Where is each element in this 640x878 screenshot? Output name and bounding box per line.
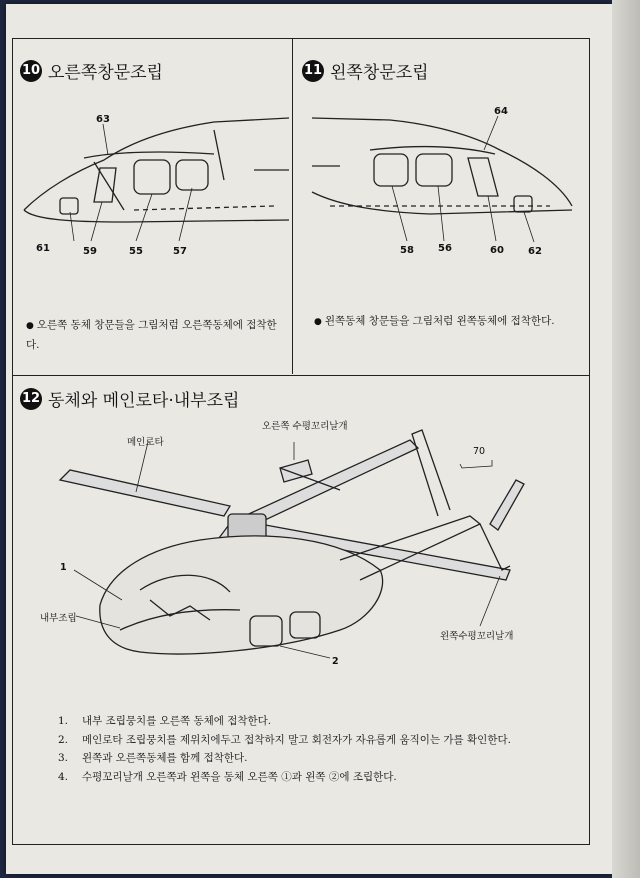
step-number-badge: 12 [20, 388, 42, 410]
part-label: 55 [129, 246, 143, 257]
step-row: 3. 왼쪽과 오른쪽동체를 함께 접착한다. [58, 752, 248, 764]
callout-part-70: 70 [473, 446, 486, 457]
step-row: 4. 수평꼬리날개 오른쪽과 왼쪽을 동체 오른쪽 ①과 왼쪽 ②에 조립한다. [58, 770, 397, 783]
callout-part-1: 1 [60, 562, 67, 573]
part-label: 59 [83, 246, 97, 257]
section-12-title [20, 386, 239, 411]
section-10-title [20, 58, 163, 83]
next-page-edge [612, 0, 640, 878]
part-label: 61 [36, 243, 50, 254]
callout-main-rotor: 메인로타 [127, 437, 164, 448]
callout-interior-assembly: 내부조립 [40, 613, 77, 624]
section-title-text: 오른쪽창문조립 [48, 63, 163, 83]
step-number-badge: 10 [20, 60, 42, 82]
step-number-badge: 11 [302, 60, 324, 82]
part-label: 57 [173, 246, 187, 257]
assembly-steps [58, 712, 568, 786]
part-label: 60 [490, 245, 504, 256]
part-label: 56 [438, 243, 452, 254]
section-11-title [302, 58, 429, 83]
part-label: 62 [528, 246, 542, 257]
part-label: 64 [494, 106, 508, 117]
section-title-text: 동체와 메인로타·내부조립 [48, 391, 240, 411]
callout-left-tail-wing: 왼쪽수평꼬리날개 [440, 631, 514, 642]
section-title-text: 왼쪽창문조립 [330, 63, 429, 83]
section-11-note: ● 왼쪽동체 창문들을 그림처럼 왼쪽동체에 접착한다. [314, 315, 555, 327]
callout-right-tail-wing: 오른쪽 수평꼬리날개 [262, 421, 348, 432]
callout-part-2: 2 [332, 656, 339, 667]
part-label: 58 [400, 245, 414, 256]
part-label: 63 [96, 114, 110, 125]
step-row: 1. 내부 조립뭉치를 오른쪽 동체에 접착한다. [58, 715, 272, 727]
right-fuselage-diagram [14, 110, 306, 270]
step-row: 2. 메인로타 조립뭉치를 제위치에두고 접착하지 말고 회전자가 자유롭게 움직이는 가를 확인한다. [58, 733, 511, 746]
section-10-note: ● 오른쪽 동체 창문들을 그림처럼 오른쪽동체에 접착한다. [26, 319, 277, 351]
